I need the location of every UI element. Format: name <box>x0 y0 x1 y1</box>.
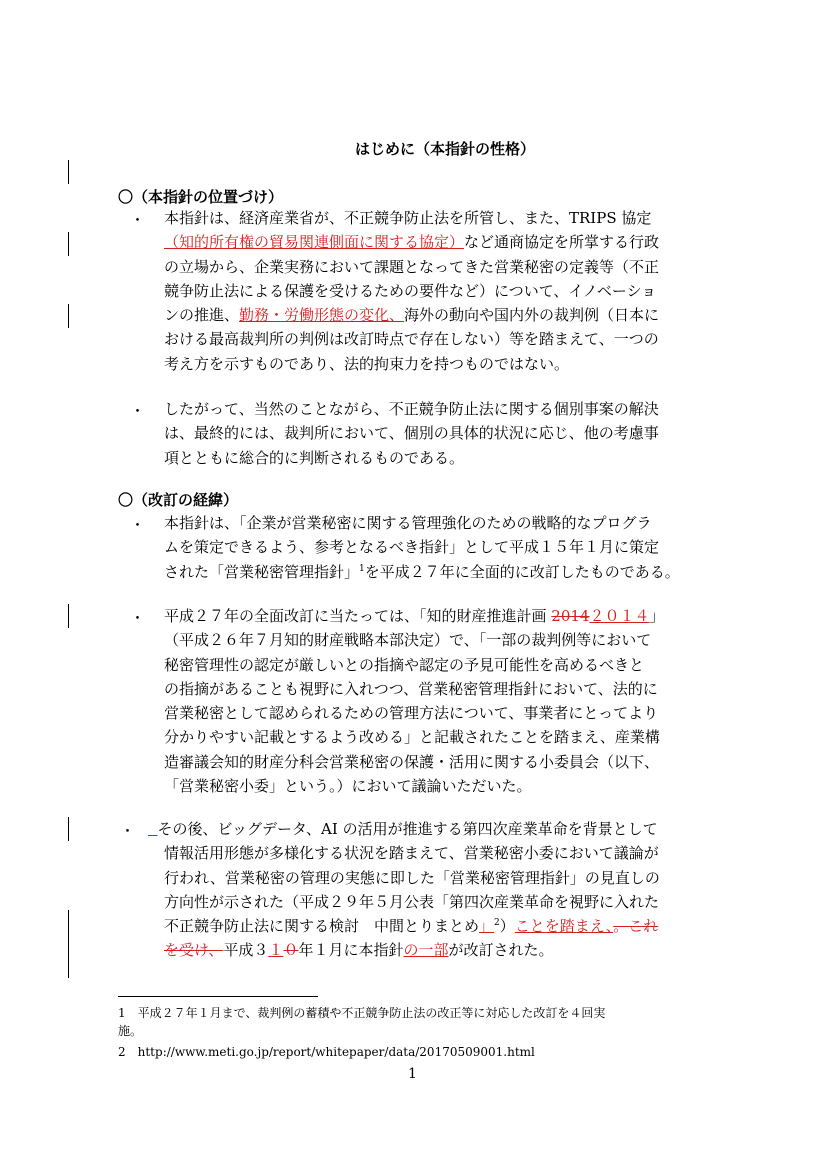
bullet-marker: ・ <box>130 402 146 420</box>
inserted-text: の一部 <box>403 941 449 960</box>
paragraph-history-2: 平成２７年の全面改訂に当たっては、「知的財産推進計画 2014２０１４」 （平成２６年７月知的財産戦略本部決定）で、「一部の裁判例等において 秘密管理性の認定が厳しいとの指摘や認定の予見可能性を高めるべきと の指摘があることも視野に入れつつ、営業秘密管理指針において、法的に 営業秘密として認められるための管理方法について、事業者にとってより 分かりやすい記載とするよう改める」と記載されたことを踏まえ、産業構 造審議会知的財産分科会営業秘密の保護・活用に関する小委員会（以下、 「営業秘密小委」という。）において議論いただいた。 <box>164 607 665 796</box>
deleted-text: ０ <box>283 941 299 960</box>
inserted-text: 」 <box>479 917 495 936</box>
footnote-1: 1 平成２７年１月まで、裁判例の蓄積や不正競争防止法の改正等に対応した改訂を４回実 施。 <box>118 1006 606 1038</box>
deleted-text: 2014 <box>551 607 590 625</box>
deleted-text: を受け、 <box>164 941 224 960</box>
revision-bar <box>68 304 69 328</box>
paragraph-disclaimer: したがって、当然のことながら、不正競争防止法に関する個別事案の解決 は、最終的には、裁判所において、個別の具体的状況に応じ、他の考慮事 項とともに総合的に判断されるものである。 <box>164 400 659 467</box>
footnote-ref: 2 <box>494 918 500 929</box>
inserted-text: （知的所有権の貿易関連側面に関する協定） <box>164 233 465 252</box>
bullet-marker: ・ <box>120 822 136 840</box>
bullet-marker: ・ <box>130 516 146 534</box>
inserted-marker: ​ <box>148 820 158 838</box>
section-heading-history: 〇（改訂の経緯） <box>118 491 239 509</box>
footnote-2: 2 http://www.meti.go.jp/report/whitepaper/data/20170509001.html <box>118 1045 535 1059</box>
paragraph-history-1: 本指針は、「企業が営業秘密に関する管理強化のための戦略的なプログラ ムを策定できるよう、参考となるべき指針」として平成１５年１月に策定 された「営業秘密管理指針」$^1$を平成２７年に全面的に改訂したものである。 <box>164 514 680 581</box>
footnote-ref: 1 <box>359 563 365 574</box>
revision-bar <box>68 604 69 628</box>
deleted-text: 。これ <box>613 917 659 936</box>
paragraph-history-3: ​ その後、ビッグデータ、AI の活用が推進する第四次産業革命を背景として 情報活用形態が多様化する状況を踏まえて、営業秘密小委において議論が 行われ、営業秘密の管理の実態に即した「営業秘密管理指針」の見直しの 方向性が示された（平成２９年５月公表「第四次産業革命を視野に入れた 不正競争防止法に関する検討 中間とりまとめ」$^2$）ことを踏まえ、。これ を受け、平成３１０年１月に本指針の一部が改訂された。 <box>148 820 660 960</box>
page-title: はじめに（本指針の性格） <box>355 140 536 158</box>
bullet-marker: ・ <box>130 609 146 627</box>
revision-bar <box>68 910 69 978</box>
inserted-text: ２０１４ <box>589 607 650 625</box>
footnote-separator <box>118 996 318 997</box>
section-heading-position: 〇（本指針の位置づけ） <box>118 188 284 206</box>
revision-bar <box>68 160 69 184</box>
paragraph-position: 本指針は、経済産業省が、不正競争防止法を所管し、また、TRIPS 協定 （知的所有権の貿易関連側面に関する協定）など通商協定を所掌する行政 の立場から、企業実務において課題となってきた営業秘密の定義等（不正 競争防止法による保護を受けるための要件など）について、イノベーショ ンの推進、勤務・労働形態の変化、海外の動向や国内外の裁判例（日本に おける最高裁判所の判例は改訂時点で存在しない）等を踏まえて、一つの 考え方を示すものであり、法的拘束力を持つものではない。 <box>164 209 660 373</box>
inserted-text: ことを踏まえ、 <box>514 917 614 936</box>
page-number: 1 <box>408 1066 417 1082</box>
revision-bar <box>68 232 69 256</box>
bullet-marker: ・ <box>130 211 146 229</box>
inserted-text: １ <box>268 941 284 960</box>
inserted-text: 勤務・労働形態の変化、 <box>239 306 405 325</box>
revision-bar <box>68 817 69 841</box>
